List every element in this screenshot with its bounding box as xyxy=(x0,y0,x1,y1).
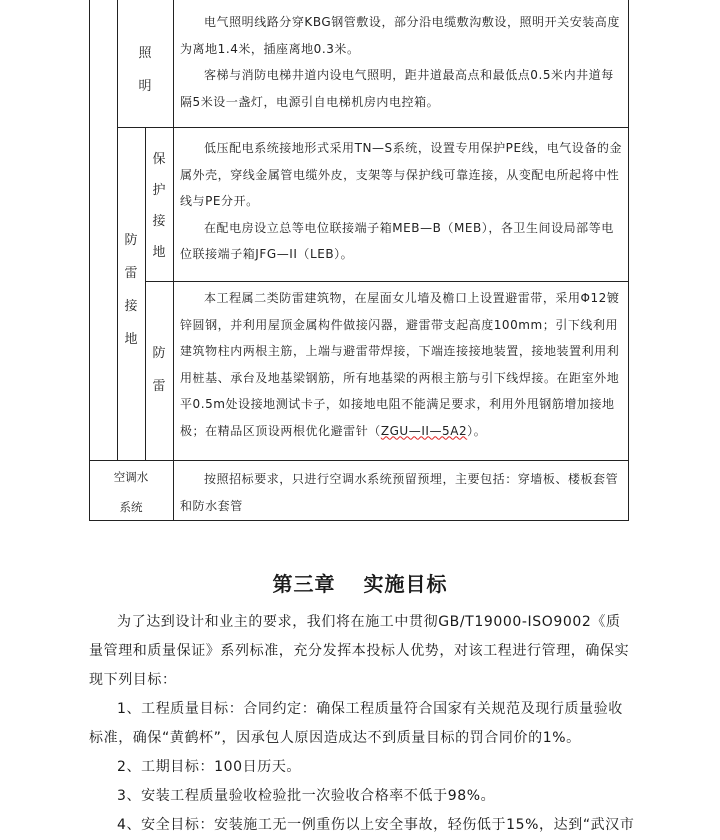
label-char: 接 xyxy=(124,299,138,314)
hvac-label-line2: 系统 xyxy=(119,500,143,514)
label-char: 防 xyxy=(152,346,166,361)
protective-grounding-label xyxy=(145,150,173,262)
lightning-protection-label xyxy=(145,345,173,395)
protective-grounding-description xyxy=(180,135,622,268)
label-char: 照 xyxy=(138,46,152,61)
hvac-water-label xyxy=(89,462,173,522)
label-char: 雷 xyxy=(152,379,166,394)
lighting-paragraph: 客梯与消防电梯井道内设电气照明，距井道最高点和最低点0.5米内井道每隔5米设一盏灯，电源引自电梯机房内电控箱。 xyxy=(180,68,614,109)
label-char: 地 xyxy=(124,332,138,347)
lighting-label xyxy=(117,40,173,100)
label-char: 护 xyxy=(152,183,166,198)
chapter-title: 实施目标 xyxy=(363,572,448,596)
label-char: 保 xyxy=(152,152,166,167)
lightning-paragraph xyxy=(180,285,622,444)
table-row-divider-2 xyxy=(145,281,629,282)
label-char: 接 xyxy=(152,214,166,229)
grounding-paragraph: 低压配电系统接地形式采用TN—S系统，设置专用保护PE线，电气设备的金属外壳，穿线金属管电缆外皮，支架等与保护线可靠连接，从变配电所起将中性线与PE分开。 xyxy=(180,141,622,208)
lightning-grounding-label xyxy=(117,226,145,354)
goal-schedule: 2、工期目标：100日历天。 xyxy=(117,759,302,775)
chapter-number: 第三章 xyxy=(272,572,336,596)
lighting-paragraph: 电气照明线路分穿KBG钢管敷设，部分沿电缆敷沟敷设，照明开关安装高度为离地1.4米，插座离地0.3米。 xyxy=(180,15,620,56)
label-char: 明 xyxy=(138,79,152,94)
label-char: 雷 xyxy=(124,266,138,281)
table-divider-col3 xyxy=(173,0,174,521)
grounding-paragraph: 在配电房设立总等电位联接端子箱MEB—B（MEB），各卫生间设局部等电位联接端子箱JFG—II（LEB）。 xyxy=(180,220,614,261)
table-border-right xyxy=(628,0,629,521)
lightning-protection-description xyxy=(180,285,622,444)
hvac-water-description xyxy=(180,466,622,519)
lightning-text-end: ）。 xyxy=(467,423,487,438)
goal-acceptance: 3、安装工程质量验收检验批一次验收合格率不低于98%。 xyxy=(117,788,496,804)
table-row-divider-1 xyxy=(117,127,629,128)
goal-quality: 1、工程质量目标：合同约定：确保工程质量符合国家有关规范及现行质量验收标准，确保“黄鹤杯”，因承包人原因造成达不到质量目标的罚合同价的1%。 xyxy=(89,701,623,746)
goal-safety: 4、安全目标：安装施工无一例重伤以上安全事故，轻伤低于15%，达到“武汉市 xyxy=(117,817,635,833)
table-row-divider-3 xyxy=(89,460,629,461)
label-char: 地 xyxy=(152,245,166,260)
label-char: 防 xyxy=(124,233,138,248)
model-number-underlined: ZGU—II—5A2 xyxy=(380,423,468,438)
table-border-left xyxy=(89,0,90,521)
hvac-paragraph: 按照招标要求，只进行空调水系统预留预埋，主要包括：穿墙板、楼板套管和防水套管 xyxy=(180,472,619,513)
lightning-text: 本工程属二类防雷建筑物，在屋面女儿墙及檐口上设置避雷带，采用Φ12镀锌圆钢，并利用屋顶金属构件做接闪器，避雷带支起高度100mm；引下线利用建筑物柱内两根主筋，上端与避雷带焊接，下端连接接地装置，接地装置利用利用桩基、承台及地基梁钢筋，所有地基梁的两根主筋与引下线焊接。在距室外地平0.5m处设接地测试卡子，如接地电阻不能满足要求，利用外甩钢筋增加接地极；在精品区顶设两根优化避雷针（ xyxy=(180,291,620,438)
specification-table xyxy=(89,0,629,521)
hvac-label-line1: 空调水 xyxy=(113,470,149,484)
lighting-description xyxy=(180,9,622,115)
intro-paragraph: 为了达到设计和业主的要求，我们将在施工中贯彻GB/T19000-ISO9002《质量管理和质量保证》系列标准，充分发挥本投标人优势，对该工程进行管理，确保实现下列目标： xyxy=(89,614,630,688)
chapter-heading xyxy=(0,568,720,597)
